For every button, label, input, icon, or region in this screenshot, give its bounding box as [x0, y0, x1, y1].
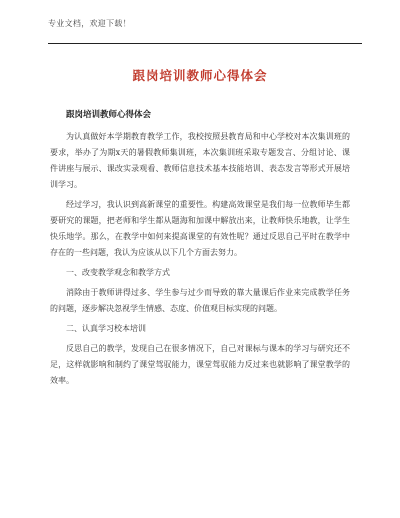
document-body	[50, 107, 350, 393]
section-heading-2: 二、认真学习校本培训	[66, 324, 146, 333]
section-text-2: 反思自己的教学，发现自己在很多情况下，自己对课标与课本的学习与研究还不足，这样就影响和制约了课堂驾驭能力，课堂驾驭能力反过来也就影响了课堂教学的效率。	[50, 344, 350, 385]
header-divider	[48, 43, 362, 44]
section-text-1: 消除由于教师讲得过多、学生参与过少而导致的靠大量课后作业来完成教学任务的问题，逐步解决忽视学生情感、态度、价值观目标实现的问题。	[50, 288, 350, 313]
paragraph-intro: 为认真做好本学期教育教学工作，我校按照县教育局和中心学校对本次集训班的要求，举办了为期x天的暑假教师集训班，本次集训班采取专题发言、分组讨论、课件讲座与展示、课改实录观看、教师信息技术基本技能培训、表态发言等形式开展培训学习。	[50, 132, 350, 189]
page-header-note: 专业文档，欢迎下载！	[48, 19, 131, 28]
document-title: 跟岗培训教师心得体会	[132, 68, 268, 83]
paragraph-reflection: 经过学习，我认识到高新课堂的重要性。构建高效课堂是我们每一位教师毕生都要研究的课题，把老师和学生都从题海和加课中解放出来，让教师快乐地教，让学生快乐地学。那么，在教学中如何来提高课堂的有效性呢？通过反思自己平时在教学中存在的一些问题，我认为应该从以下几个方面去努力。	[50, 200, 350, 257]
document-subtitle: 跟岗培训教师心得体会	[66, 110, 152, 120]
section-heading-1: 一、改变教学观念和教学方式	[66, 268, 170, 277]
